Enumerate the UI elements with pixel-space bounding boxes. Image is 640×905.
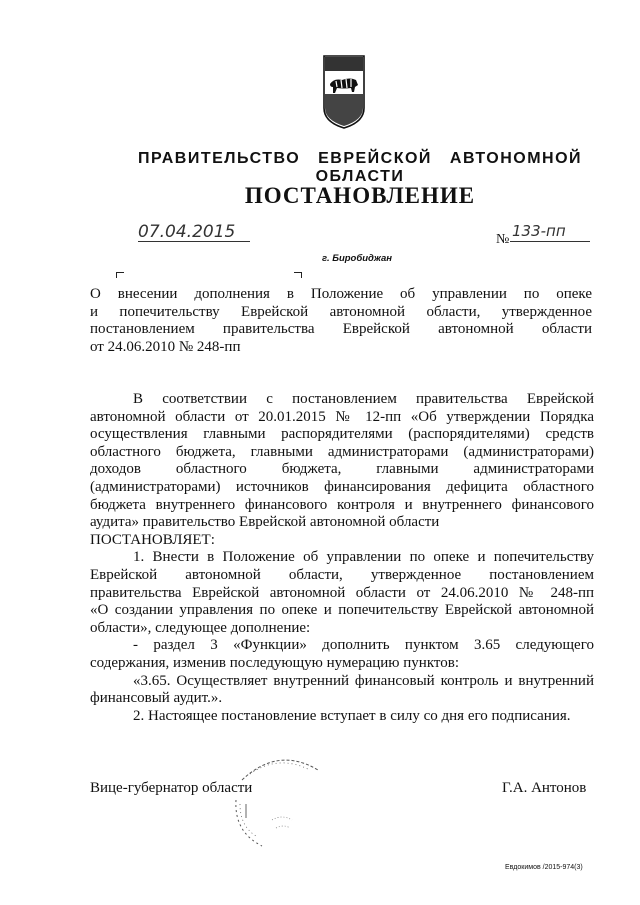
body-line: Еврейской автономной области, утвержденное постановлением bbox=[90, 566, 594, 583]
body-line: областного бюджета, главными администраторами (администраторами) bbox=[90, 443, 594, 460]
subject-bracket-left bbox=[116, 272, 124, 278]
org-word: ОБЛАСТИ bbox=[315, 168, 405, 185]
body-line: правительства Еврейской автономной области от 24.06.2010 № 248-пп bbox=[90, 584, 594, 601]
body-line: аудита» правительство Еврейской автономной области bbox=[90, 514, 440, 531]
city-name: г. Биробиджан bbox=[322, 253, 393, 264]
subject-line: О внесении дополнения в Положение об управлении по опеке bbox=[90, 286, 592, 302]
subject-block bbox=[90, 286, 592, 356]
subject-line: постановлением правительства Еврейской автономной области bbox=[90, 321, 592, 338]
body-line: «3.65. Осуществляет внутренний финансовый контроль и внутренний bbox=[133, 672, 594, 689]
subject-line: от 24.06.2010 № 248-пп bbox=[90, 338, 241, 355]
resolution-keyword: ПОСТАНОВЛЯЕТ: bbox=[90, 531, 215, 548]
number-underline bbox=[510, 241, 590, 242]
body-text bbox=[90, 391, 594, 725]
org-word: ЕВРЕЙСКОЙ bbox=[318, 150, 432, 167]
number-label: № bbox=[496, 232, 510, 247]
organization-heading bbox=[100, 150, 620, 186]
subject-bracket-right bbox=[294, 272, 302, 278]
body-line: «О создании управления по опеке и попечительству Еврейской автономной bbox=[90, 602, 594, 619]
signer-name: Г.А. Антонов bbox=[502, 780, 587, 796]
body-line: - раздел 3 «Функции» дополнить пунктом 3.65 следующего bbox=[133, 637, 594, 654]
footer-reference: Евдокимов /2015-974(3) bbox=[505, 864, 583, 871]
body-line: финансовый аудит.». bbox=[90, 690, 223, 707]
date-underline bbox=[138, 241, 250, 242]
body-line: осуществления главными распорядителями (распорядителями) средств bbox=[90, 426, 594, 443]
body-line: бюджета внутреннего финансового контроля и внутреннего финансового bbox=[90, 496, 594, 513]
body-line: В соответствии с постановлением правительства Еврейской bbox=[133, 391, 594, 407]
body-line: области», следующее дополнение: bbox=[90, 619, 311, 636]
org-word: АВТОНОМНОЙ bbox=[449, 150, 583, 167]
document-date: 07.04.2015 bbox=[138, 222, 236, 242]
document-type-title: ПОСТАНОВЛЕНИЕ bbox=[244, 183, 476, 208]
body-line: 1. Внести в Положение об управлении по опеке и попечительству bbox=[133, 549, 594, 566]
body-line: содержания, изменив последующую нумерацию пунктов: bbox=[90, 654, 460, 671]
org-word: ПРАВИТЕЛЬСТВО bbox=[137, 150, 301, 167]
body-line: (администраторами) источников финансирования дефицита областного bbox=[90, 478, 594, 495]
coat-of-arms-emblem bbox=[322, 54, 366, 130]
document-number: 133-пп bbox=[512, 222, 566, 240]
body-line: автономной области от 20.01.2015 № 12-пп «Об утверждении Порядка bbox=[90, 408, 594, 425]
body-line: 2. Настоящее постановление вступает в силу со дня его подписания. bbox=[133, 707, 571, 724]
signer-position: Вице-губернатор области bbox=[90, 780, 253, 796]
subject-line: и попечительству Еврейской автономной области, утвержденное bbox=[90, 303, 592, 320]
body-line: доходов областного бюджета, главными администраторами bbox=[90, 461, 594, 478]
